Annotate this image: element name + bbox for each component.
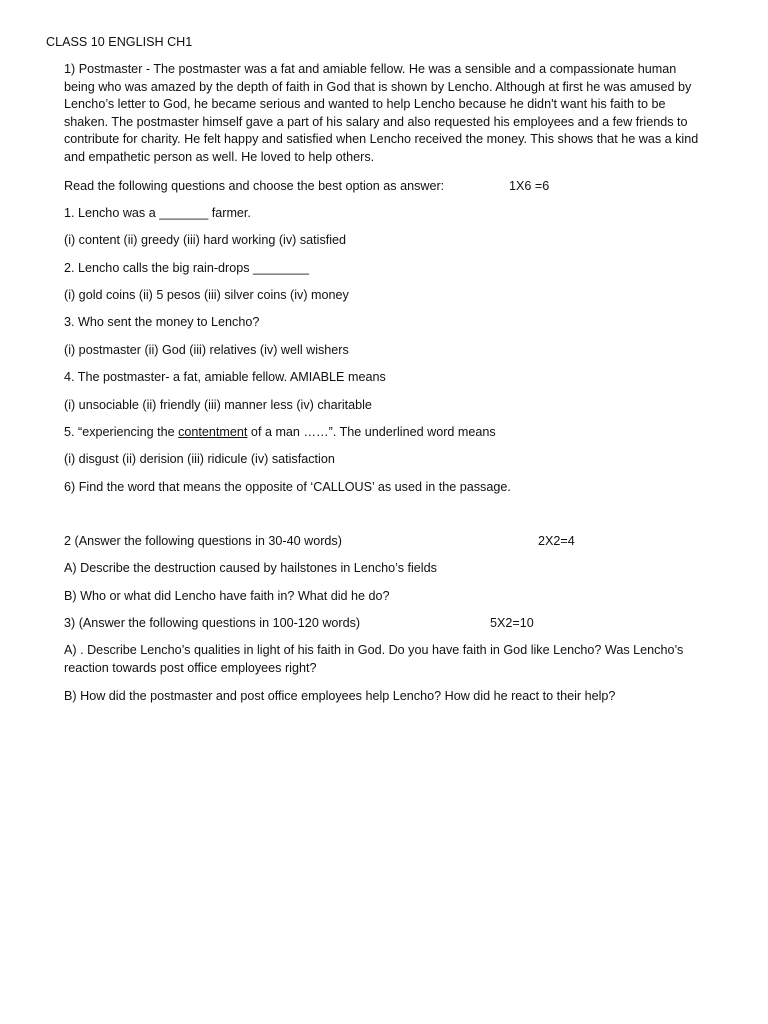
question-5-underlined-word: contentment	[178, 425, 248, 439]
question-2-options: (i) gold coins (ii) 5 pesos (iii) silver coins (iv) money	[64, 288, 349, 302]
section3-marks: 5X2=10	[490, 616, 534, 630]
section2-heading: 2 (Answer the following questions in 30-40 words)	[64, 534, 342, 548]
question-4: 4. The postmaster- a fat, amiable fellow. AMIABLE means	[64, 370, 386, 384]
section2-question-b: B) Who or what did Lencho have faith in? What did he do?	[64, 589, 390, 603]
section3-heading: 3) (Answer the following questions in 100-120 words)	[64, 616, 361, 630]
question-3: 3. Who sent the money to Lencho?	[64, 315, 260, 329]
section3-question-b: B) How did the postmaster and post office employees help Lencho? How did he react to their help?	[64, 689, 616, 703]
section2-question-a: A) Describe the destruction caused by hailstones in Lencho’s fields	[64, 561, 437, 575]
question-1-options: (i) content (ii) greedy (iii) hard working (iv) satisfied	[64, 233, 347, 247]
section1-instruction: Read the following questions and choose the best option as answer:	[64, 179, 445, 193]
question-5-options: (i) disgust (ii) derision (iii) ridicule (iv) satisfaction	[64, 452, 335, 466]
question-5-suffix: of a man ……”. The underlined word means	[247, 425, 496, 439]
passage-paragraph: 1) Postmaster - The postmaster was a fat and amiable fellow. He was a sensible and a compassionate human being who was amazed by the depth of faith in God that is shown by Lencho. Although at first he was amused by Lencho’s letter to God, he became serious and wanted to help Lencho because he didn't want his faith to be shaken. The postmaster himself gave a part of his salary and also requested his employees and a few friends to contribute for charity. He felt happy and satisfied when Lencho received the money. This shows that he was a kind and empathetic person as well. He loved to help others.	[64, 62, 699, 164]
question-6: 6) Find the word that means the opposite of ‘CALLOUS’ as used in the passage.	[64, 480, 511, 494]
question-5-prefix: 5. “experiencing the	[64, 425, 179, 439]
document-title: CLASS 10 ENGLISH CH1	[46, 35, 193, 49]
question-4-options: (i) unsociable (ii) friendly (iii) manner less (iv) charitable	[64, 398, 372, 412]
question-1: 1. Lencho was a _______ farmer.	[64, 206, 251, 220]
question-5	[64, 424, 496, 440]
question-2: 2. Lencho calls the big rain-drops ________	[64, 261, 310, 275]
section1-marks: 1X6 =6	[509, 179, 550, 193]
section2-marks: 2X2=4	[538, 534, 575, 548]
question-3-options: (i) postmaster (ii) God (iii) relatives (iv) well wishers	[64, 343, 349, 357]
section3-question-a: A) . Describe Lencho’s qualities in light of his faith in God. Do you have faith in God like Lencho? Was Lencho’s reaction towards post office employees right?	[64, 643, 684, 675]
